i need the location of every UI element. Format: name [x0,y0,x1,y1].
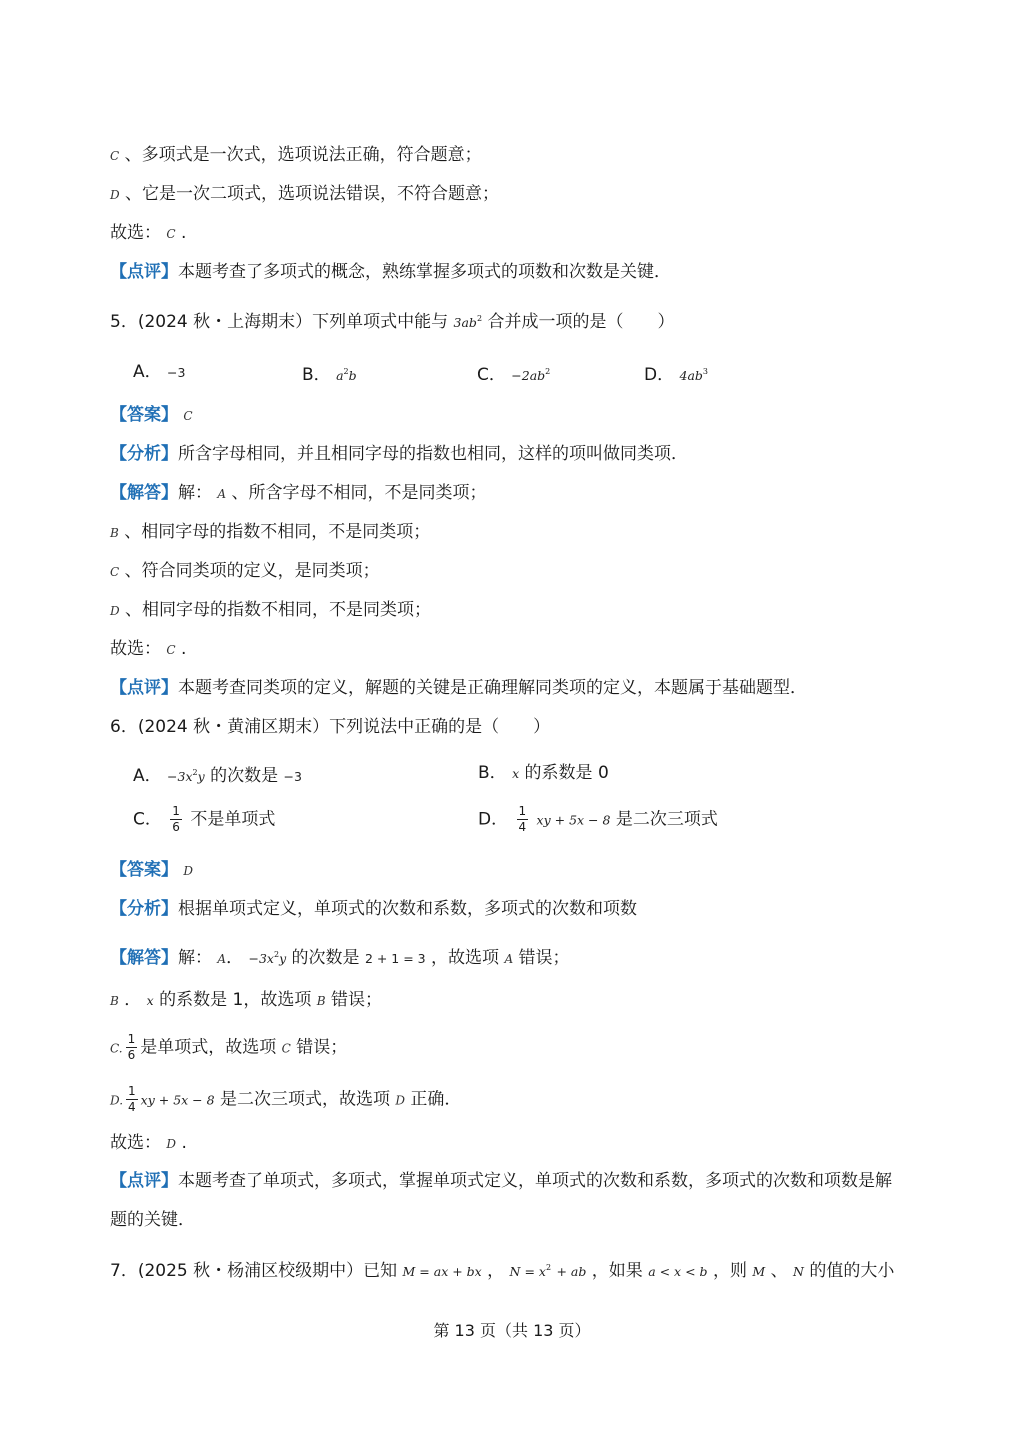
q5-title [110,308,674,334]
question-text: ，则 [712,1261,747,1281]
q5-option-d [644,361,708,387]
numerator: 1 [518,804,527,818]
math-expr: −3x [167,769,193,784]
q5-review-line [110,677,807,699]
solution-text: 、所含字母不相同，不是同类项； [231,483,487,503]
option-letter: D [395,1093,406,1108]
q6-option-c [133,804,275,835]
solution-tag: 【解答】 [110,948,178,968]
denominator: 6 [172,820,180,834]
denominator: 4 [128,1100,136,1114]
numerator: 1 [127,1032,136,1046]
q5-option-a [133,361,185,384]
exponent: 2 [192,768,198,777]
analysis-tag: 【分析】 [110,899,178,919]
review-tag: 【点评】 [110,262,178,282]
choose-prefix: 故选： [110,639,161,659]
dot: ． [124,990,142,1010]
q6-option-b [478,762,609,785]
math-expr: −2ab [511,368,546,383]
separator: 、 [770,1261,788,1281]
q4-review-line [110,261,671,283]
math-expr: + ab [556,1264,587,1279]
analysis-text: 根据单项式定义，单项式的次数和系数，多项式的次数和项数 [178,899,637,919]
option-label: A． [133,766,162,786]
review-text: 题的关键． [110,1210,195,1230]
end-dot: . [181,639,187,659]
solution-tag: 【解答】 [110,483,178,503]
question-text: ，如果 [591,1261,643,1281]
q4-option-c-line [110,144,482,167]
math-expr: b [348,368,357,383]
answer-value: D [183,864,194,878]
math-expr: xy + 5x − 8 [536,812,611,828]
choose-value: C [166,643,176,657]
option-letter: C [281,1041,291,1056]
solution-text: 、相同字母的指数不相同，不是同类项； [124,522,431,542]
q5-solution-c [110,560,380,583]
q5-option-b [302,361,357,387]
math-expr: x [512,766,520,781]
exponent: 2 [476,314,483,323]
option-letter: D. [110,1093,124,1108]
solution-text: 的次数是 [291,948,360,968]
math-expr: 4ab [679,368,703,383]
math-expr: 3ab [453,315,477,330]
math-expr: M = ax + bx [402,1264,482,1279]
review-tag: 【点评】 [110,678,178,698]
option-text: 的次数是 [210,766,279,786]
math-expr: −3 [167,365,186,380]
option-letter: A [217,487,227,501]
exponent: 2 [273,950,280,959]
option-text: 不是单项式 [190,809,276,830]
q5-answer-line [110,404,193,427]
separator: ， [487,1261,505,1281]
option-letter: A [504,952,514,966]
exponent: 2 [545,1263,552,1272]
analysis-tag: 【分析】 [110,444,178,464]
answer-tag: 【答案】 [110,860,178,880]
q6-solution-c [110,1032,347,1063]
option-letter: B [316,994,326,1008]
choose-value: C [166,227,176,241]
review-tag: 【点评】 [110,1171,178,1191]
question-text: 7．(2025 秋・杨浦区校级期中）已知 [110,1261,398,1281]
math-expr: −3 [283,769,302,784]
math-expr: y [197,769,205,784]
exponent: 2 [343,367,349,376]
option-letter: C. [110,1041,123,1056]
option-label: B． [478,763,507,783]
solution-text: 、相同字母的指数不相同，不是同类项； [125,600,432,620]
review-text: 本题考查了多项式的概念，熟练掌握多项式的项数和次数是关键． [178,262,671,282]
q6-choose-line [110,1132,187,1155]
solution-text: 的系数是 1，故选项 [159,990,312,1010]
option-letter: A [217,952,227,966]
math-expr: xy + 5x − 8 [140,1092,215,1108]
question-text: 6．(2024 秋・黄浦区期末）下列说法中正确的是（ ） [110,717,551,737]
math-expr: y [279,951,287,966]
question-text: 5．(2024 秋・上海期末）下列单项式中能与 [110,312,449,332]
fraction [126,1032,138,1063]
question-text: 的值的大小 [809,1261,895,1281]
solution-text: 、符合同类项的定义，是同类项； [124,561,380,581]
math-expr: x [146,993,154,1008]
exponent: 2 [545,367,551,376]
exponent: 3 [702,367,709,376]
q6-title [110,716,550,738]
page-footer: 第 13 页（共 13 页） [433,1321,591,1340]
solution-text: 错误； [518,948,570,968]
solution-prefix: 解： [178,948,212,968]
dot: ． [226,948,244,968]
option-label: D． [644,365,675,385]
q6-solution-b [110,989,382,1012]
math-expr: 2 + 1 = 3 [364,951,426,966]
q5-choose-line [110,638,186,661]
solution-text: 正确． [410,1089,462,1110]
option-letter: B [110,526,119,540]
q6-solution-a [110,944,570,970]
analysis-text: 所含字母相同，并且相同字母的指数也相同，这样的项叫做同类项． [178,444,688,464]
option-label: A． [133,362,162,382]
option-label: C． [477,365,506,385]
option-label: D． [478,809,509,830]
q5-solution-d [110,599,431,622]
q6-analysis-line [110,898,637,920]
option-letter: D [110,604,120,618]
fraction [170,804,182,835]
option-letter: C [110,565,120,579]
fraction [517,804,529,835]
option-letter: C [110,149,120,163]
fraction [126,1084,138,1115]
q7-title [110,1257,894,1283]
choose-value: D [166,1137,177,1151]
q5-solution-line [110,482,486,505]
q6-option-a [133,762,302,788]
answer-value: C [183,409,193,423]
option-label: C． [133,809,162,830]
q6-review-line-2 [110,1209,195,1231]
review-text: 本题考查同类项的定义，解题的关键是正确理解同类项的定义，本题属于基础题型． [178,678,807,698]
q5-option-c [477,361,550,387]
option-text: 是二次三项式 [615,809,718,830]
choose-prefix: 故选： [110,1133,161,1153]
solution-text: 错误； [296,1037,348,1058]
question-text: 合并成一项的是（ ） [487,312,675,332]
q4-choose-line [110,222,186,245]
numerator: 1 [172,804,180,818]
choose-prefix: 故选： [110,223,161,243]
numerator: 1 [128,1084,136,1098]
option-text: 、它是一次二项式，选项说法错误，不符合题意； [125,184,500,204]
option-letter: B [110,994,119,1008]
end-dot: . [181,1133,187,1153]
option-letter: D [110,188,120,202]
math-expr: M [752,1264,766,1279]
review-text: 本题考查了单项式，多项式，掌握单项式定义，单项式的次数和系数，多项式的次数和项数是解 [178,1171,892,1191]
option-label: B． [302,365,331,385]
denominator: 4 [518,820,527,834]
q6-review-line [110,1170,892,1192]
q5-solution-b [110,521,430,544]
solution-prefix: 解： [178,483,212,503]
denominator: 6 [127,1048,136,1062]
solution-text: 是单项式，故选项 [140,1037,277,1058]
solution-text: 错误； [330,990,382,1010]
solution-text: 是二次三项式，故选项 [219,1089,390,1110]
math-expr: N [792,1264,804,1279]
math-expr: a [336,368,344,383]
answer-tag: 【答案】 [110,405,178,425]
option-text: 的系数是 0 [524,763,609,783]
option-text: 、多项式是一次式，选项说法正确，符合题意； [124,145,482,165]
q5-analysis-line [110,443,688,465]
math-expr: −3x [248,951,274,966]
q6-solution-d [110,1084,461,1115]
solution-text: ，故选项 [431,948,500,968]
end-dot: . [181,223,187,243]
q6-option-d [478,804,718,835]
math-expr: a < x < b [648,1264,708,1279]
q6-answer-line [110,859,193,882]
math-expr: N = x [509,1264,546,1279]
q4-option-d-line [110,183,499,206]
